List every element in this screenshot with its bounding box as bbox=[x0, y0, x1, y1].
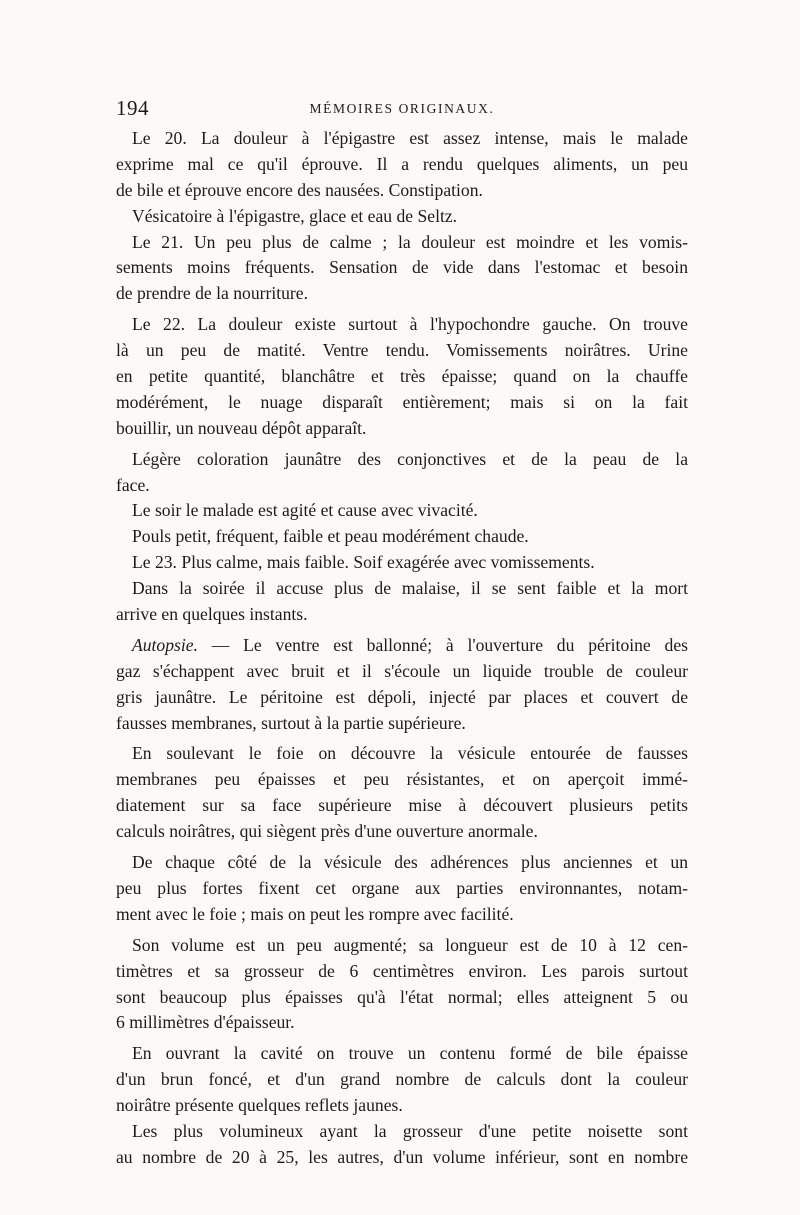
text-line: Le 20. La douleur à l'épigastre est assez intense, mais le malade bbox=[132, 128, 688, 148]
text-line: Dans la soirée il accuse plus de malaise, il se sent faible et la mort bbox=[132, 578, 688, 599]
text-line: membranes peu épaisses et peu résistantes, et on aperçoit immé- bbox=[116, 769, 688, 790]
text-line: diatement sur sa face supérieure mise à découvert plusieurs petits bbox=[116, 795, 688, 816]
paragraph bbox=[116, 204, 688, 230]
text-line: fausses membranes, surtout à la partie supérieure. bbox=[116, 712, 466, 733]
text-line: Légère coloration jaunâtre des conjonctives et de la peau de la bbox=[132, 448, 688, 469]
text-line: 6 millimètres d'épaisseur. bbox=[116, 1012, 295, 1033]
text-line: Vésicatoire à l'épigastre, glace et eau de Seltz. bbox=[132, 205, 458, 226]
paragraph bbox=[116, 498, 688, 524]
text-line: en petite quantité, blanchâtre et très épaisse; quand on la chauffe bbox=[116, 366, 688, 387]
paragraph bbox=[116, 576, 688, 628]
text-line: Pouls petit, fréquent, faible et peau modérément chaude. bbox=[132, 526, 529, 547]
paragraph bbox=[116, 1041, 688, 1119]
text-line: En soulevant le foie on découvre la vésicule entourée de fausses bbox=[132, 743, 688, 764]
text-line: gris jaunâtre. Le péritoine est dépoli, injecté par places et couvert de bbox=[116, 686, 688, 707]
text-line: modérément, le nuage disparaît entièrement; mais si on la fait bbox=[116, 391, 688, 412]
paragraph bbox=[116, 741, 688, 845]
paragraph bbox=[116, 230, 688, 308]
text-line: Le 21. Un peu plus de calme ; la douleur est moindre et les vomis- bbox=[132, 231, 688, 252]
text-line: au nombre de 20 à 25, les autres, d'un volume inférieur, sont en nombre bbox=[116, 1146, 688, 1167]
paragraph bbox=[116, 1119, 688, 1171]
text-line: face. bbox=[116, 474, 150, 495]
text-line: Le 22. La douleur existe surtout à l'hypochondre gauche. On trouve bbox=[132, 314, 688, 335]
text-line: calculs noirâtres, qui siègent près d'une ouverture anormale. bbox=[116, 821, 538, 842]
text-line: Le 23. Plus calme, mais faible. Soif exagérée avec vomissements. bbox=[132, 552, 595, 573]
page-body bbox=[116, 126, 688, 1171]
text-line: Les plus volumineux ayant la grosseur d'une petite noisette sont bbox=[132, 1120, 688, 1141]
text-line: arrive en quelques instants. bbox=[116, 604, 308, 625]
text-line: timètres et sa grosseur de 6 centimètres environ. Les parois surtout bbox=[116, 960, 688, 981]
paragraph bbox=[116, 312, 688, 441]
paragraph bbox=[116, 447, 688, 499]
text-line: là un peu de matité. Ventre tendu. Vomissements noirâtres. Urine bbox=[116, 340, 688, 361]
paragraph bbox=[116, 524, 688, 550]
text-line: sont beaucoup plus épaisses qu'à l'état normal; elles atteignent 5 ou bbox=[116, 986, 688, 1007]
text-line bbox=[116, 633, 688, 659]
text-line: bouillir, un nouveau dépôt apparaît. bbox=[116, 417, 367, 438]
text-line: Son volume est un peu augmenté; sa longueur est de 10 à 12 cen- bbox=[132, 934, 688, 955]
paragraph bbox=[116, 126, 688, 204]
paragraph bbox=[116, 850, 688, 928]
text-line: exprime mal ce qu'il éprouve. Il a rendu quelques aliments, un peu bbox=[116, 153, 688, 174]
section-lead: Autopsie. bbox=[132, 634, 198, 655]
text-line: de bile et éprouve encore des nausées. Constipation. bbox=[116, 179, 483, 200]
text-line: de prendre de la nourriture. bbox=[116, 283, 308, 304]
page-header bbox=[116, 96, 688, 124]
running-title: MÉMOIRES ORIGINAUX. bbox=[309, 101, 495, 116]
text-line: De chaque côté de la vésicule des adhérences plus anciennes et un bbox=[132, 852, 688, 873]
paragraph bbox=[116, 550, 688, 576]
text-line: sements moins fréquents. Sensation de vide dans l'estomac et besoin bbox=[116, 257, 688, 278]
text-line: ment avec le foie ; mais on peut les rompre avec facilité. bbox=[116, 903, 514, 924]
paragraph bbox=[116, 633, 688, 737]
text-line: peu plus fortes fixent cet organe aux parties environnantes, notam- bbox=[116, 877, 688, 898]
text-line: gaz s'échappent avec bruit et il s'écoule un liquide trouble de couleur bbox=[116, 660, 688, 681]
page-number: 194 bbox=[116, 96, 149, 120]
text-line: d'un brun foncé, et d'un grand nombre de calculs dont la couleur bbox=[116, 1069, 688, 1090]
paragraph bbox=[116, 933, 688, 1037]
text-line: noirâtre présente quelques reflets jaunes. bbox=[116, 1095, 403, 1116]
line-text: — Le ventre est ballonné; à l'ouverture du péritoine des bbox=[197, 634, 688, 655]
text-line: En ouvrant la cavité on trouve un contenu formé de bile épaisse bbox=[132, 1043, 688, 1064]
text-line: Le soir le malade est agité et cause avec vivacité. bbox=[132, 500, 478, 521]
